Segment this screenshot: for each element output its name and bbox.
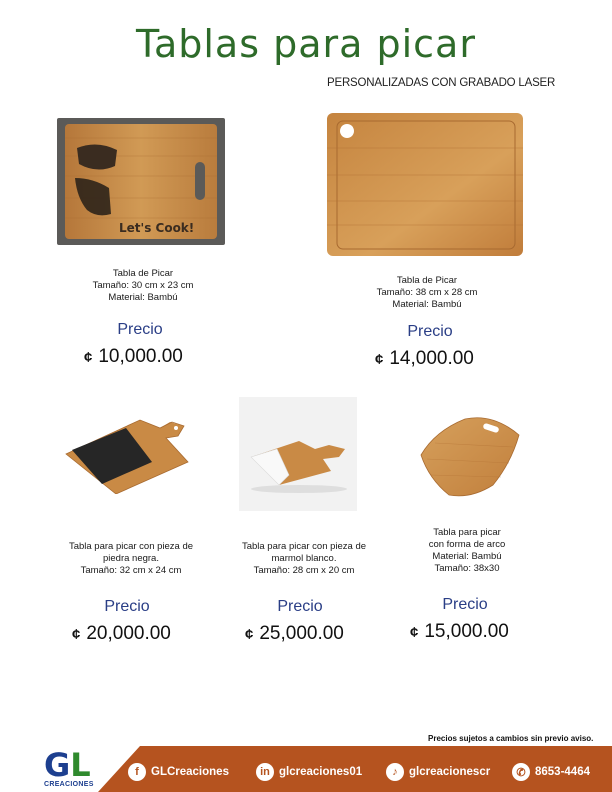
product-price [72, 623, 171, 645]
whatsapp-link[interactable] [512, 762, 590, 782]
whatsapp-icon: ✆ [512, 763, 530, 781]
product-image-stone-board [62, 416, 194, 494]
price-value: 10,000.00 [98, 346, 183, 367]
currency-symbol: ¢ [245, 626, 254, 643]
currency-symbol: ¢ [84, 349, 93, 366]
tiktok-link[interactable] [386, 762, 490, 782]
whatsapp-number: 8653-4464 [535, 766, 590, 778]
product-image-engraved-board [57, 118, 225, 245]
precio-label: Precio [442, 596, 488, 613]
linkedin-link[interactable] [256, 762, 362, 782]
precio-label: Precio [407, 323, 453, 340]
page-title: Tablas para picar [136, 22, 476, 66]
currency-symbol: ¢ [375, 351, 384, 368]
product-description: Tabla para picar con pieza de marmol blanco. Tamaño: 28 cm x 20 cm [241, 541, 367, 576]
product-price [84, 346, 183, 368]
brand-logo: GL [44, 746, 91, 784]
precio-label: Precio [104, 598, 150, 615]
price-notice: Precios sujetos a cambios sin previo aviso. [428, 734, 594, 743]
price-value: 20,000.00 [86, 623, 171, 644]
currency-symbol: ¢ [410, 624, 419, 641]
product-price [375, 348, 474, 370]
tiktok-handle: glcreacionescr [409, 766, 491, 778]
linkedin-handle: glcreaciones01 [279, 766, 363, 778]
page-subtitle: PERSONALIZADAS CON GRABADO LASER [327, 77, 556, 89]
price-value: 25,000.00 [259, 623, 344, 644]
product-image-arched-board [415, 413, 525, 499]
precio-label: Precio [117, 321, 163, 338]
product-description: Tabla para picar con pieza de piedra negra. Tamaño: 32 cm x 24 cm [68, 541, 194, 576]
facebook-icon: f [128, 763, 146, 781]
precio-label: Precio [277, 598, 323, 615]
product-image-marble-board [239, 397, 357, 511]
engraving-text: Let's Cook! [119, 221, 195, 235]
price-value: 14,000.00 [389, 348, 474, 369]
product-description: Tabla para picar con forma de arco Material: Bambú Tamaño: 38x30 [428, 527, 506, 574]
product-price [245, 623, 344, 645]
currency-symbol: ¢ [72, 626, 81, 643]
tiktok-icon: ♪ [386, 763, 404, 781]
product-description: Tabla de Picar Tamaño: 30 cm x 23 cm Material: Bambú [92, 268, 194, 303]
product-image-large-board [327, 113, 523, 256]
product-description: Tabla de Picar Tamaño: 38 cm x 28 cm Material: Bambú [376, 275, 478, 310]
linkedin-icon: in [256, 763, 274, 781]
facebook-link[interactable] [128, 762, 229, 782]
brand-logo-subtitle: CREACIONES [44, 781, 94, 788]
facebook-handle: GLCreaciones [151, 766, 229, 778]
product-price [410, 621, 509, 643]
price-value: 15,000.00 [424, 621, 509, 642]
